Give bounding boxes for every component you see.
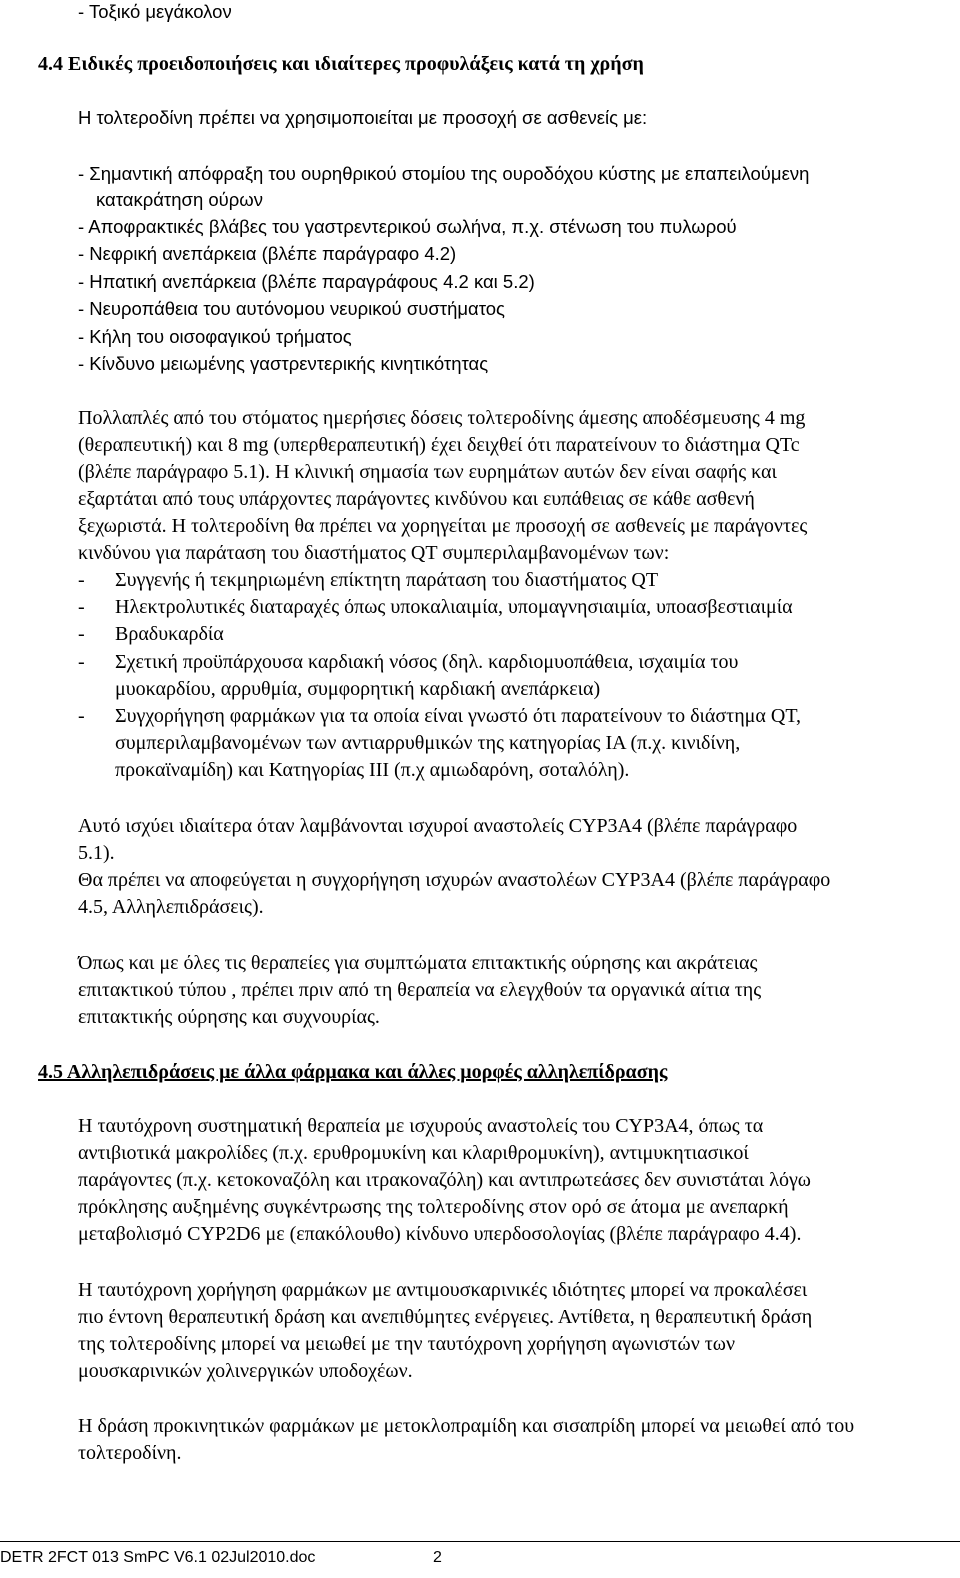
paragraph-line: Η δράση προκινητικών φαρμάκων με μετοκλοπραμίδη και σισαπρίδη μπορεί να μειωθεί από του xyxy=(78,1415,855,1437)
list2-item: Συγγενής ή τεκμηριωμένη επίκτητη παράταση του διαστήματος QT xyxy=(115,569,659,591)
list2-dash: - xyxy=(78,705,85,727)
paragraph-line: (βλέπε παράγραφο 5.1). Η κλινική σημασία των ευρημάτων αυτών δεν είναι σαφής και xyxy=(78,461,777,483)
list2-item: Συγχορήγηση φαρμάκων για τα οποία είναι γνωστό ότι παρατείνουν το διάστημα QT, xyxy=(115,705,802,727)
section-4-4-intro: Η τολτεροδίνη πρέπει να χρησιμοποιείται με προσοχή σε ασθενείς με: xyxy=(78,107,648,128)
list2-item: Σχετική προϋπάρχουσα καρδιακή νόσος (δηλ. καρδιομυοπάθεια, ισχαιμία του xyxy=(115,651,739,673)
paragraph-line: τολτεροδίνη. xyxy=(78,1442,182,1464)
list2-dash: - xyxy=(78,651,85,673)
list2-dash: - xyxy=(78,569,85,591)
paragraph-line: ξεχωριστά. Η τολτεροδίνη θα πρέπει να χορηγείται με προσοχή σε ασθενείς με παράγοντες xyxy=(78,515,808,537)
list1-item: - Νευροπάθεια του αυτόνομου νευρικού συστήματος xyxy=(78,298,505,319)
paragraph-line: Η ταυτόχρονη συστηματική θεραπεία με ισχυρούς αναστολείς του CYP3A4, όπως τα xyxy=(78,1115,764,1137)
list2-item-continuation: συμπεριλαμβανομένων των αντιαρρυθμικών της κατηγορίας IA (π.χ. κινιδίνη, xyxy=(115,732,741,754)
list1-item: - Σημαντική απόφραξη του ουρηθρικού στομίου της ουροδόχου κύστης με επαπειλούμενη xyxy=(78,163,810,184)
paragraph-line: κινδύνου για παράταση του διαστήματος QT συμπεριλαμβανομένων των: xyxy=(78,542,670,564)
paragraph-line: της τολτεροδίνης μπορεί να μειωθεί με την ταυτόχρονη χορήγηση αγωνιστών των xyxy=(78,1333,735,1355)
paragraph-line: μεταβολισμό CYP2D6 με (επακόλουθο) κίνδυνο υπερδοσολογίας (βλέπε παράγραφο 4.4). xyxy=(78,1223,802,1245)
footer-rule xyxy=(0,1541,960,1542)
footer-page-number: 2 xyxy=(433,1549,442,1566)
paragraph-line: Πολλαπλές από του στόματος ημερήσιες δόσεις τολτεροδίνης άμεσης αποδέσμευσης 4 mg xyxy=(78,407,806,429)
paragraph-line: επιτακτικής ούρησης και συχνουρίας. xyxy=(78,1006,380,1028)
list1-item: - Νεφρική ανεπάρκεια (βλέπε παράγραφο 4.2) xyxy=(78,243,457,264)
paragraph-line: Η ταυτόχρονη χορήγηση φαρμάκων με αντιμουσκαρινικές ιδιότητες μπορεί να προκαλέσει xyxy=(78,1279,808,1301)
section-4-4-heading: 4.4 Ειδικές προειδοποιήσεις και ιδιαίτερες προφυλάξεις κατά τη χρήση xyxy=(38,53,644,75)
paragraph-line: Αυτό ισχύει ιδιαίτερα όταν λαμβάνονται ισχυροί αναστολείς CYP3A4 (βλέπε παράγραφο xyxy=(78,815,798,837)
list2-item: Βραδυκαρδία xyxy=(115,623,224,645)
intro-line: - Τοξικό μεγάκολον xyxy=(78,1,232,22)
paragraph-line: επιτακτικού τύπου , πρέπει πριν από τη θεραπεία να ελεγχθούν τα οργανικά αίτια της xyxy=(78,979,762,1001)
list2-dash: - xyxy=(78,596,85,618)
list2-item-continuation: προκαϊναμίδη) και Κατηγορίας III (π.χ αμιωδαρόνη, σοταλόλη). xyxy=(115,759,630,781)
list1-item: - Κίνδυνο μειωμένης γαστρεντερικής κινητικότητας xyxy=(78,353,489,374)
paragraph-line: 5.1). xyxy=(78,842,115,864)
list1-item: - Αποφρακτικές βλάβες του γαστρεντερικού σωλήνα, π.χ. στένωση του πυλωρού xyxy=(78,216,737,237)
paragraph-line: (θεραπευτική) και 8 mg (υπερθεραπευτική) έχει δειχθεί ότι παρατείνουν το διάστημα QTc xyxy=(78,434,800,456)
paragraph-line: παράγοντες (π.χ. κετοκοναζόλη και ιτρακοναζόλη) και αντιπρωτεάσες δεν συνιστάται λόγω xyxy=(78,1169,811,1191)
paragraph-line: 4.5, Αλληλεπιδράσεις). xyxy=(78,896,264,918)
list2-dash: - xyxy=(78,623,85,645)
paragraph-line: πιο έντονη θεραπευτική δράση και ανεπιθύμητες ενέργειες. Αντίθετα, η θεραπευτική δράση xyxy=(78,1306,813,1328)
list1-item: - Ηπατική ανεπάρκεια (βλέπε παραγράφους 4.2 και 5.2) xyxy=(78,271,535,292)
paragraph-line: εξαρτάται από τους υπάρχοντες παράγοντες κινδύνου και ευπάθειας σε κάθε ασθενή xyxy=(78,488,755,510)
footer-doc-name: DETR 2FCT 013 SmPC V6.1 02Jul2010.doc xyxy=(0,1549,316,1566)
paragraph-line: πρόκλησης αυξημένης συγκέντρωσης της τολτεροδίνης στον ορό σε άτομα με ανεπαρκή xyxy=(78,1196,789,1218)
paragraph-line: μουσκαρινικών χολινεργικών υποδοχέων. xyxy=(78,1360,413,1382)
list1-item: - Κήλη του οισοφαγικού τρήματος xyxy=(78,326,352,347)
list2-item-continuation: μυοκαρδίου, αρρυθμία, συμφορητική καρδιακή ανεπάρκεια) xyxy=(115,678,601,700)
paragraph-line: Θα πρέπει να αποφεύγεται η συγχορήγηση ισχυρών αναστολέων CYP3A4 (βλέπε παράγραφο xyxy=(78,869,831,891)
list2-item: Ηλεκτρολυτικές διαταραχές όπως υποκαλιαιμία, υπομαγνησιαιμία, υποασβεστιαιμία xyxy=(115,596,793,618)
section-4-5-heading: 4.5 Αλληλεπιδράσεις με άλλα φάρμακα και άλλες μορφές αλληλεπίδρασης xyxy=(38,1061,668,1083)
paragraph-line: Όπως και με όλες τις θεραπείες για συμπτώματα επιτακτικής ούρησης και ακράτειας xyxy=(78,952,758,974)
list1-item-continuation: κατακράτηση ούρων xyxy=(96,189,263,210)
paragraph-line: αντιβιοτικά μακρολίδες (π.χ. ερυθρομυκίνη και κλαριθρομυκίνη), αντιμυκητιασικοί xyxy=(78,1142,749,1164)
